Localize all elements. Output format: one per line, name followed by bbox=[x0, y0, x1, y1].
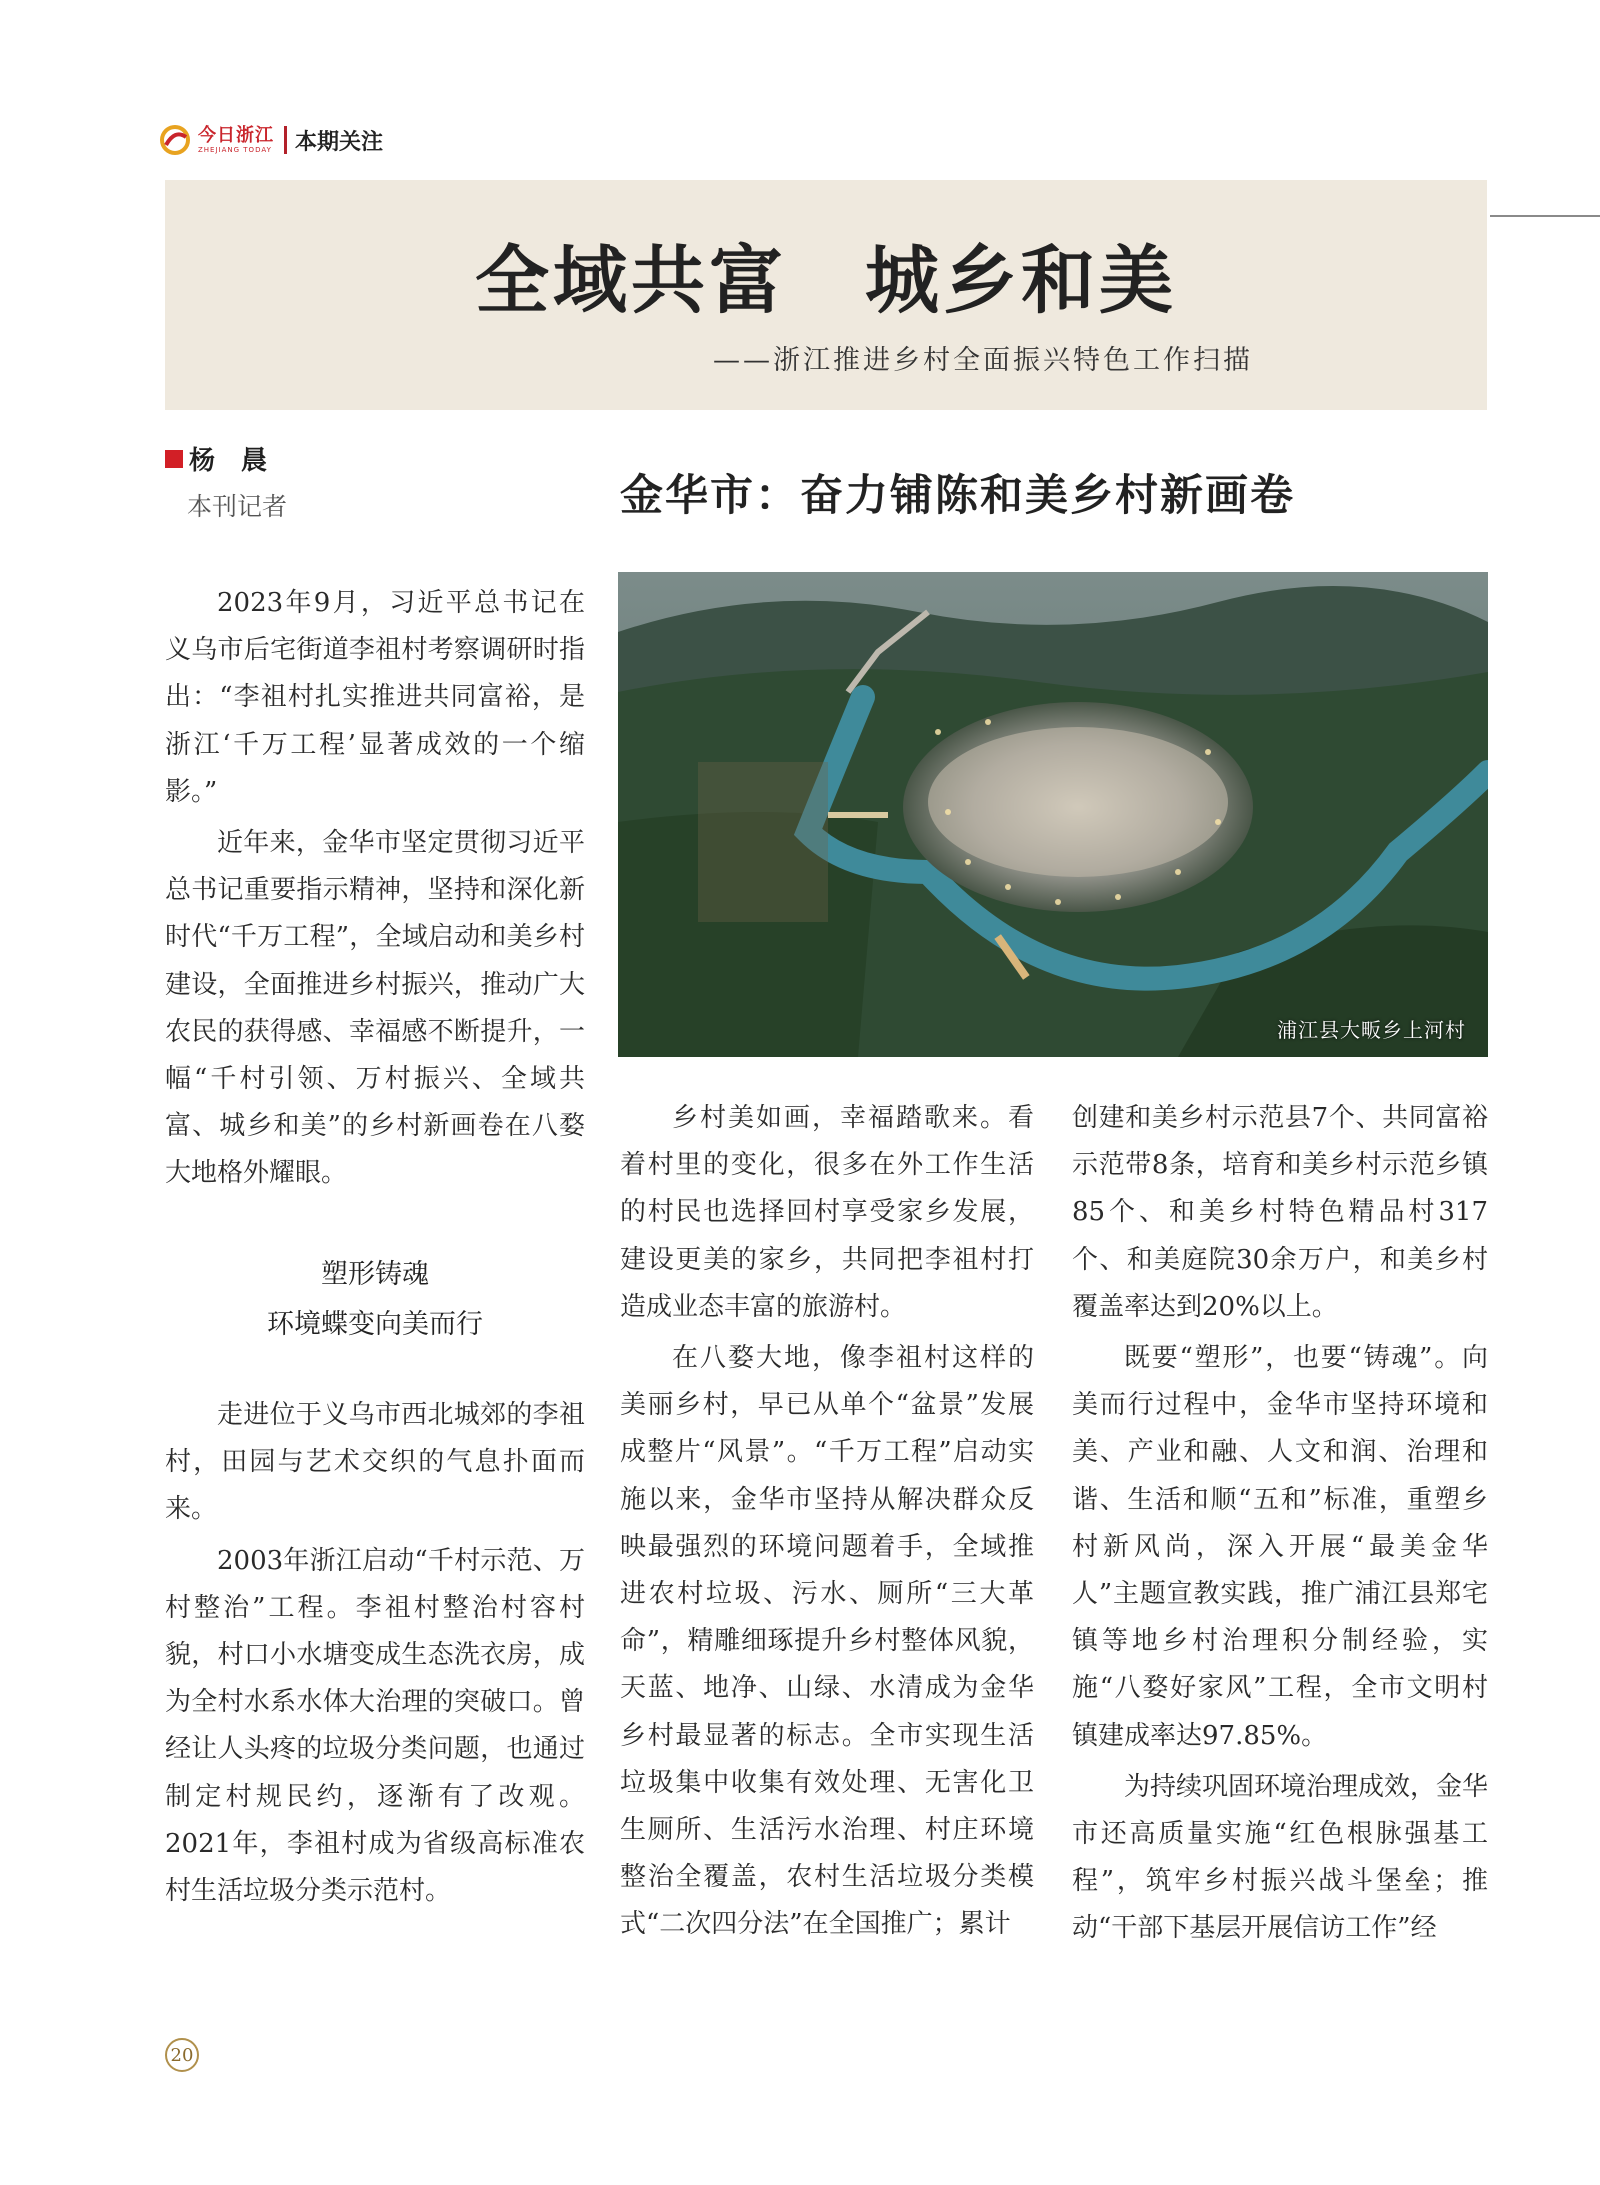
left-column-intro bbox=[165, 580, 585, 1198]
author-role: 本刊记者 bbox=[187, 492, 288, 521]
magazine-logo-icon bbox=[160, 125, 190, 155]
logo-chinese: 今日浙江 bbox=[198, 125, 274, 146]
title-rule bbox=[1490, 215, 1600, 217]
subheading-line-2: 环境蝶变向美而行 bbox=[267, 1309, 483, 1340]
red-square-icon bbox=[165, 450, 183, 468]
paragraph: 2003年浙江启动“千村示范、万村整治”工程。李祖村整治村容村貌，村口小水塘变成生态洗衣房，成为全村水系水体大治理的突破口。曾经让人头疼的垃圾分类问题，也通过制定村规民约，逐渐有了改观。2021年，李祖村成为省级高标准农村生活垃圾分类示范村。 bbox=[165, 1545, 585, 1907]
left-column-body bbox=[165, 1392, 585, 1915]
section-title: 金华市：奋力铺陈和美乡村新画卷 bbox=[620, 471, 1295, 521]
title-banner bbox=[165, 180, 1487, 410]
section-label: 本期关注 bbox=[295, 129, 384, 155]
author-name: 杨 晨 bbox=[189, 446, 268, 476]
aerial-village-image bbox=[618, 572, 1488, 1057]
sub-title: ——浙江推进乡村全面振兴特色工作扫描 bbox=[713, 345, 1253, 376]
main-title: 全域共富 城乡和美 bbox=[475, 238, 1177, 324]
paragraph: 走进位于义乌市西北城郊的李祖村，田园与艺术交织的气息扑面而来。 bbox=[165, 1400, 585, 1525]
paragraph: 为持续巩固环境治理成效，金华市还高质量实施“红色根脉强基工程”，筑牢乡村振兴战斗堡垒；推动“干部下基层开展信访工作”经 bbox=[1072, 1771, 1489, 1944]
author-name-line bbox=[165, 440, 287, 477]
right-column bbox=[1072, 1095, 1488, 1953]
subheading bbox=[165, 1250, 585, 1350]
paragraph: 近年来，金华市坚定贯彻习近平总书记重要指示精神，坚持和深化新时代“千万工程”，全域启动和美乡村建设，全面推进乡村振兴，推动广大农民的获得感、幸福感不断提升，一幅“千村引领、万村振兴、全域共富、城乡和美”的乡村新画卷在八婺大地格外耀眼。 bbox=[165, 828, 585, 1189]
paragraph: 在八婺大地，像李祖村这样的美丽乡村，早已从单个“盆景”发展成整片“风景”。“千万工程”启动实施以来，金华市坚持从解决群众反映最强烈的环境问题着手，全域推进农村垃圾、污水、厕所“三大革命”，精雕细琢提升乡村整体风貌，天蓝、地净、山绿、水清成为金华乡村最显著的标志。全市实现生活垃圾集中收集有效处理、无害化卫生厕所、生活污水治理、村庄环境整治全覆盖，农村生活垃圾分类模式“二次四分法”在全国推广；累计 bbox=[620, 1343, 1034, 1940]
logo-english: ZHEJIANG TODAY bbox=[198, 146, 272, 154]
village-photo bbox=[618, 572, 1488, 1057]
paragraph: 创建和美乡村示范县7个、共同富裕示范带8条，培育和美乡村示范乡镇85个、和美乡村特色精品村317个、和美庭院30余万户，和美乡村覆盖率达到20%以上。 bbox=[1072, 1103, 1488, 1322]
photo-caption: 浦江县大畈乡上河村 bbox=[1277, 1018, 1466, 1042]
header-divider bbox=[284, 126, 287, 154]
middle-column bbox=[620, 1095, 1034, 1949]
page-number: 20 bbox=[165, 2038, 199, 2072]
subheading-line-1: 塑形铸魂 bbox=[321, 1259, 429, 1290]
paragraph: 乡村美如画，幸福踏歌来。看着村里的变化，很多在外工作生活的村民也选择回村享受家乡发展，建设更美的家乡，共同把李祖村打造成业态丰富的旅游村。 bbox=[620, 1103, 1034, 1322]
paragraph: 2023年9月，习近平总书记在义乌市后宅街道李祖村考察调研时指出：“李祖村扎实推进共同富裕，是浙江‘千万工程’显著成效的一个缩影。” bbox=[165, 588, 585, 807]
page-header bbox=[160, 118, 660, 162]
magazine-logo-text bbox=[198, 126, 274, 154]
author-byline bbox=[165, 440, 287, 523]
paragraph: 既要“塑形”，也要“铸魂”。向美而行过程中，金华市坚持环境和美、产业和融、人文和润、治理和谐、生活和顺“五和”标准，重塑乡村新风尚，深入开展“最美金华人”主题宣教实践，推广浦江县郑宅镇等地乡村治理积分制经验，实施“八婺好家风”工程，全市文明村镇建成率达97.85%。 bbox=[1072, 1343, 1488, 1751]
